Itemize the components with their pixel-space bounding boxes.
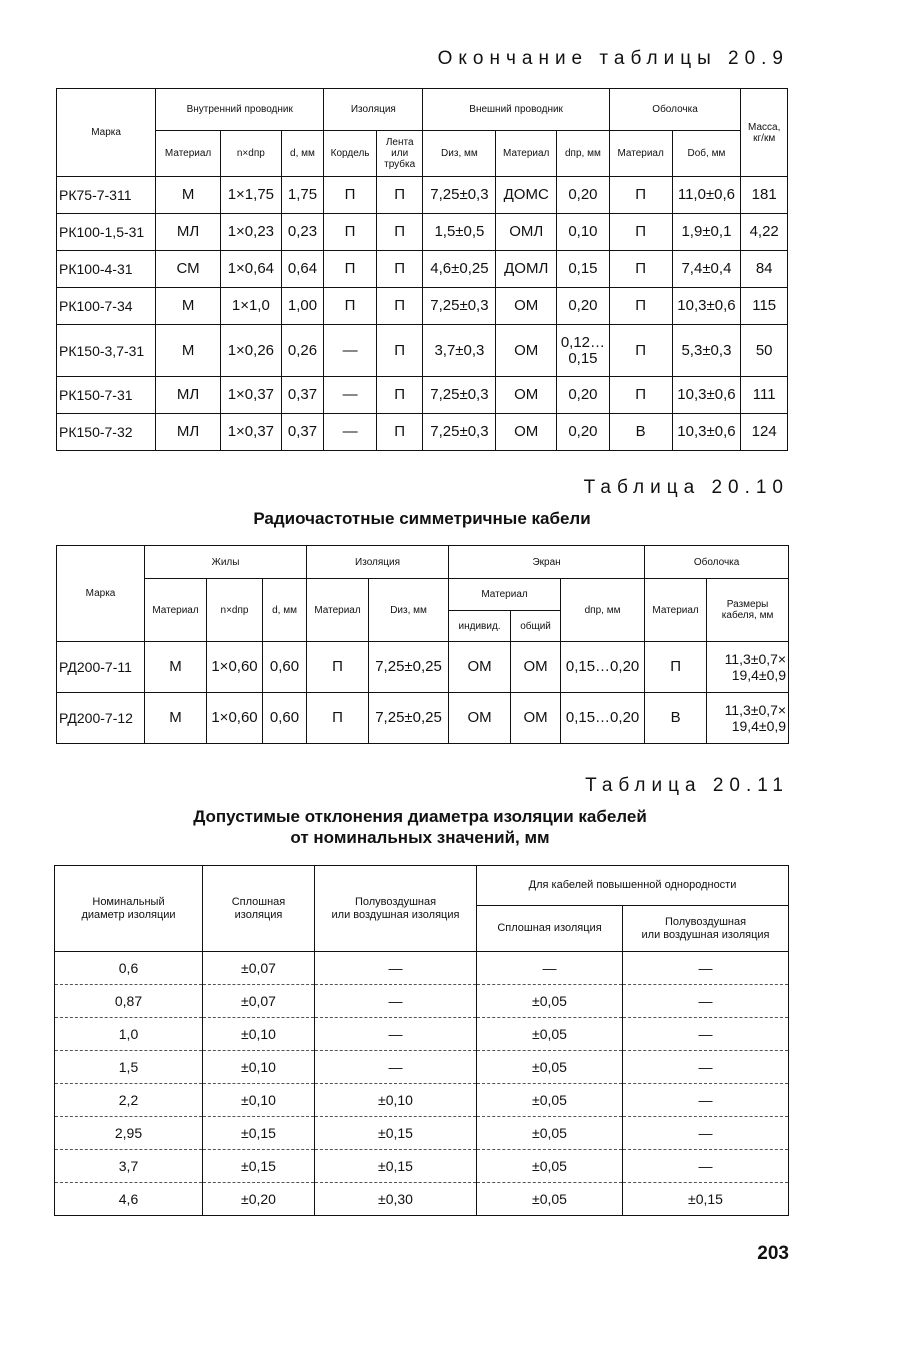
table-cell: 0,20: [557, 377, 610, 414]
table-cell: ±0,20: [203, 1183, 315, 1216]
table-title-20-11-line2: от номинальных значений, мм: [290, 828, 550, 847]
table-cell: 7,25±0,3: [423, 288, 496, 325]
table-cell: 11,0±0,6: [672, 177, 741, 214]
table-cell: П: [376, 251, 423, 288]
table-cell: П: [324, 214, 377, 251]
col-header-mass: Масса, кг/км: [741, 89, 788, 177]
table-cell: 1×1,0: [220, 288, 281, 325]
table-cell: —: [623, 985, 789, 1018]
table-cell: ±0,05: [477, 1150, 623, 1183]
table-cell: 4,6±0,25: [423, 251, 496, 288]
table-body: [55, 952, 789, 1216]
table-cell: 111: [741, 377, 788, 414]
table-cell: П: [307, 693, 369, 744]
table-cell: —: [315, 1018, 477, 1051]
row-label: РК150-3,7-31: [57, 325, 156, 377]
table-cell: 7,25±0,25: [369, 642, 449, 693]
table-cell: В: [609, 414, 672, 451]
table-cell: 0,23: [281, 214, 324, 251]
row-label: РК100-7-34: [57, 288, 156, 325]
table-cell: ОМ: [511, 693, 561, 744]
table-cell: —: [477, 952, 623, 985]
table-row: [55, 1018, 789, 1051]
row-label: РД200-7-12: [57, 693, 145, 744]
table-cell: ±0,15: [315, 1150, 477, 1183]
table-cell: 1×0,26: [220, 325, 281, 377]
table-cell: 1×0,64: [220, 251, 281, 288]
col-header-nxd: n×dпр: [220, 131, 281, 177]
table-cell: В: [645, 693, 707, 744]
table-cell: —: [623, 1117, 789, 1150]
row-label: РК150-7-32: [57, 414, 156, 451]
table-cell: 7,25±0,3: [423, 177, 496, 214]
table-row: [57, 177, 788, 214]
table-cell: ОМЛ: [496, 214, 557, 251]
table-cell: ОМ: [496, 288, 557, 325]
col-header-material: Материал: [156, 131, 221, 177]
table-cell: —: [324, 325, 377, 377]
table-cell: П: [645, 642, 707, 693]
table-row: [55, 1051, 789, 1084]
table-cell: 0,64: [281, 251, 324, 288]
table-cell: 11,3±0,7× 19,4±0,9: [707, 642, 789, 693]
table-row: [57, 288, 788, 325]
col-header-inner: Внутренний проводник: [156, 89, 324, 131]
table-caption-20-9: Окончание таблицы 20.9: [437, 48, 789, 69]
table-cell: —: [315, 985, 477, 1018]
row-label: РК75-7-311: [57, 177, 156, 214]
col-header-solid-uniform: Сплошная изоляция: [477, 906, 623, 952]
table-cell: 0,10: [557, 214, 610, 251]
table-cell: 0,60: [263, 693, 307, 744]
col-header-d: d, мм: [281, 131, 324, 177]
table-20-11: [54, 865, 789, 1216]
table-row: [55, 952, 789, 985]
table-cell: 0,12… 0,15: [557, 325, 610, 377]
table-cell: —: [623, 1084, 789, 1117]
table-cell: ±0,05: [477, 1084, 623, 1117]
table-cell: 1,75: [281, 177, 324, 214]
col-header-material-sheath: Материал: [609, 131, 672, 177]
table-cell: 0,20: [557, 288, 610, 325]
col-header-dpr: dпр, мм: [557, 131, 610, 177]
table-20-9: [56, 88, 788, 451]
table-cell: ±0,30: [315, 1183, 477, 1216]
col-header-dpr: dпр, мм: [561, 579, 645, 642]
table-cell: 1×0,60: [207, 642, 263, 693]
table-cell: 115: [741, 288, 788, 325]
table-body: [57, 177, 788, 451]
col-header-nxd: n×dпр: [207, 579, 263, 642]
row-label: 2,2: [55, 1084, 203, 1117]
table-cell: 0,15: [557, 251, 610, 288]
col-header-uniform: Для кабелей повышенной однородности: [477, 866, 789, 906]
table-cell: ОМ: [511, 642, 561, 693]
table-cell: П: [376, 214, 423, 251]
table-cell: П: [324, 288, 377, 325]
table-cell: ±0,15: [315, 1117, 477, 1150]
table-cell: 7,25±0,3: [423, 414, 496, 451]
table-cell: П: [376, 377, 423, 414]
table-title-20-11-line1: Допустимые отклонения диаметра изоляции кабелей: [193, 807, 647, 826]
row-label: 3,7: [55, 1150, 203, 1183]
table-row: [57, 377, 788, 414]
row-label: 1,5: [55, 1051, 203, 1084]
table-cell: 181: [741, 177, 788, 214]
table-row: [55, 985, 789, 1018]
table-cell: 50: [741, 325, 788, 377]
col-header-air: Полувоздушная или воздушная изоляция: [315, 866, 477, 952]
table-cell: ±0,07: [203, 952, 315, 985]
col-header-nominal: Номинальный диаметр изоляции: [55, 866, 203, 952]
table-cell: 0,37: [281, 414, 324, 451]
table-cell: 7,25±0,3: [423, 377, 496, 414]
row-label: 0,6: [55, 952, 203, 985]
table-cell: П: [376, 177, 423, 214]
table-cell: —: [623, 952, 789, 985]
table-cell: —: [324, 414, 377, 451]
table-cell: —: [324, 377, 377, 414]
table-cell: ±0,05: [477, 1018, 623, 1051]
table-cell: 0,15…0,20: [561, 693, 645, 744]
table-row: [57, 414, 788, 451]
table-cell: ОМ: [449, 693, 511, 744]
table-cell: П: [609, 377, 672, 414]
table-cell: П: [609, 288, 672, 325]
table-row: [57, 642, 789, 693]
row-label: 2,95: [55, 1117, 203, 1150]
table-cell: 10,3±0,6: [672, 414, 741, 451]
table-cell: ±0,05: [477, 1183, 623, 1216]
table-cell: ±0,05: [477, 1117, 623, 1150]
row-label: 1,0: [55, 1018, 203, 1051]
table-cell: 3,7±0,3: [423, 325, 496, 377]
table-row: [57, 251, 788, 288]
col-header-lenta: Лента или трубка: [376, 131, 423, 177]
col-header-d: d, мм: [263, 579, 307, 642]
table-cell: 1×0,37: [220, 414, 281, 451]
col-header-outer: Внешний проводник: [423, 89, 609, 131]
table-cell: ОМ: [449, 642, 511, 693]
table-cell: П: [324, 251, 377, 288]
table-cell: МЛ: [156, 414, 221, 451]
col-header-material-outer: Материал: [496, 131, 557, 177]
col-header-insulation: Изоляция: [324, 89, 423, 131]
col-header-marka: Марка: [57, 546, 145, 642]
table-row: [55, 1117, 789, 1150]
table-cell: 4,22: [741, 214, 788, 251]
table-cell: 11,3±0,7× 19,4±0,9: [707, 693, 789, 744]
table-cell: МЛ: [156, 214, 221, 251]
table-cell: 1×0,60: [207, 693, 263, 744]
col-header-sizes: Размеры кабеля, мм: [707, 579, 789, 642]
col-header-kordel: Кордель: [324, 131, 377, 177]
table-body: [57, 642, 789, 744]
table-cell: 7,25±0,25: [369, 693, 449, 744]
table-cell: М: [156, 177, 221, 214]
table-cell: СМ: [156, 251, 221, 288]
table-cell: М: [145, 642, 207, 693]
row-label: РК100-4-31: [57, 251, 156, 288]
table-cell: —: [623, 1051, 789, 1084]
table-cell: 0,20: [557, 177, 610, 214]
table-cell: 7,4±0,4: [672, 251, 741, 288]
table-cell: П: [324, 177, 377, 214]
table-cell: ±0,15: [203, 1150, 315, 1183]
table-cell: ОМ: [496, 377, 557, 414]
col-header-individ: индивид.: [449, 611, 511, 642]
table-cell: П: [609, 325, 672, 377]
table-cell: М: [156, 325, 221, 377]
table-cell: 0,60: [263, 642, 307, 693]
table-cell: ±0,05: [477, 1051, 623, 1084]
table-cell: 1×1,75: [220, 177, 281, 214]
table-cell: П: [376, 288, 423, 325]
table-cell: М: [156, 288, 221, 325]
table-cell: П: [376, 325, 423, 377]
table-caption-20-10: Таблица 20.10: [583, 477, 789, 498]
table-cell: 0,20: [557, 414, 610, 451]
row-label: 0,87: [55, 985, 203, 1018]
row-label: РД200-7-11: [57, 642, 145, 693]
table-cell: ДОМЛ: [496, 251, 557, 288]
table-cell: 10,3±0,6: [672, 377, 741, 414]
table-cell: 1×0,37: [220, 377, 281, 414]
col-header-screen: Экран: [449, 546, 645, 579]
table-cell: ±0,07: [203, 985, 315, 1018]
table-row: [55, 1183, 789, 1216]
table-cell: ОМ: [496, 325, 557, 377]
table-cell: 5,3±0,3: [672, 325, 741, 377]
table-row: [55, 1150, 789, 1183]
table-cell: ±0,05: [477, 985, 623, 1018]
col-header-zhily: Жилы: [145, 546, 307, 579]
col-header-material-screen: Материал: [449, 579, 561, 611]
table-cell: 10,3±0,6: [672, 288, 741, 325]
table-cell: —: [623, 1150, 789, 1183]
table-cell: П: [376, 414, 423, 451]
table-cell: —: [315, 1051, 477, 1084]
table-cell: П: [609, 251, 672, 288]
col-header-material: Материал: [145, 579, 207, 642]
col-header-diz: Dиз, мм: [423, 131, 496, 177]
row-label: РК100-1,5-31: [57, 214, 156, 251]
row-label: 4,6: [55, 1183, 203, 1216]
table-cell: 0,37: [281, 377, 324, 414]
col-header-sheath: Оболочка: [645, 546, 789, 579]
table-cell: ±0,10: [203, 1084, 315, 1117]
table-cell: 1,9±0,1: [672, 214, 741, 251]
col-header-air-uniform: Полувоздушная или воздушная изоляция: [623, 906, 789, 952]
row-label: РК150-7-31: [57, 377, 156, 414]
col-header-common: общий: [511, 611, 561, 642]
table-cell: 0,15…0,20: [561, 642, 645, 693]
table-cell: МЛ: [156, 377, 221, 414]
table-cell: 1,5±0,5: [423, 214, 496, 251]
table-cell: П: [307, 642, 369, 693]
table-title-20-10: Радиочастотные симметричные кабели: [253, 509, 591, 528]
table-caption-20-11: Таблица 20.11: [585, 775, 789, 796]
col-header-material-insulation: Материал: [307, 579, 369, 642]
table-cell: П: [609, 214, 672, 251]
col-header-diz: Dиз, мм: [369, 579, 449, 642]
table-row: [57, 693, 789, 744]
table-row: [57, 325, 788, 377]
table-cell: ДОМС: [496, 177, 557, 214]
col-header-insulation: Изоляция: [307, 546, 449, 579]
col-header-dob: Dоб, мм: [672, 131, 741, 177]
page-number: 203: [757, 1243, 789, 1264]
table-cell: —: [315, 952, 477, 985]
table-cell: 124: [741, 414, 788, 451]
table-cell: М: [145, 693, 207, 744]
table-cell: ±0,15: [203, 1117, 315, 1150]
table-cell: ±0,10: [203, 1018, 315, 1051]
table-cell: 1×0,23: [220, 214, 281, 251]
table-cell: 1,00: [281, 288, 324, 325]
table-row: [57, 214, 788, 251]
table-cell: —: [623, 1018, 789, 1051]
col-header-material-sheath: Материал: [645, 579, 707, 642]
table-cell: ±0,10: [315, 1084, 477, 1117]
table-cell: ОМ: [496, 414, 557, 451]
table-cell: ±0,15: [623, 1183, 789, 1216]
table-cell: 84: [741, 251, 788, 288]
table-20-10: [56, 545, 789, 744]
table-cell: 0,26: [281, 325, 324, 377]
table-cell: П: [609, 177, 672, 214]
table-cell: ±0,10: [203, 1051, 315, 1084]
col-header-sheath: Оболочка: [609, 89, 741, 131]
col-header-marka: Марка: [57, 89, 156, 177]
table-row: [55, 1084, 789, 1117]
col-header-solid: Сплошная изоляция: [203, 866, 315, 952]
